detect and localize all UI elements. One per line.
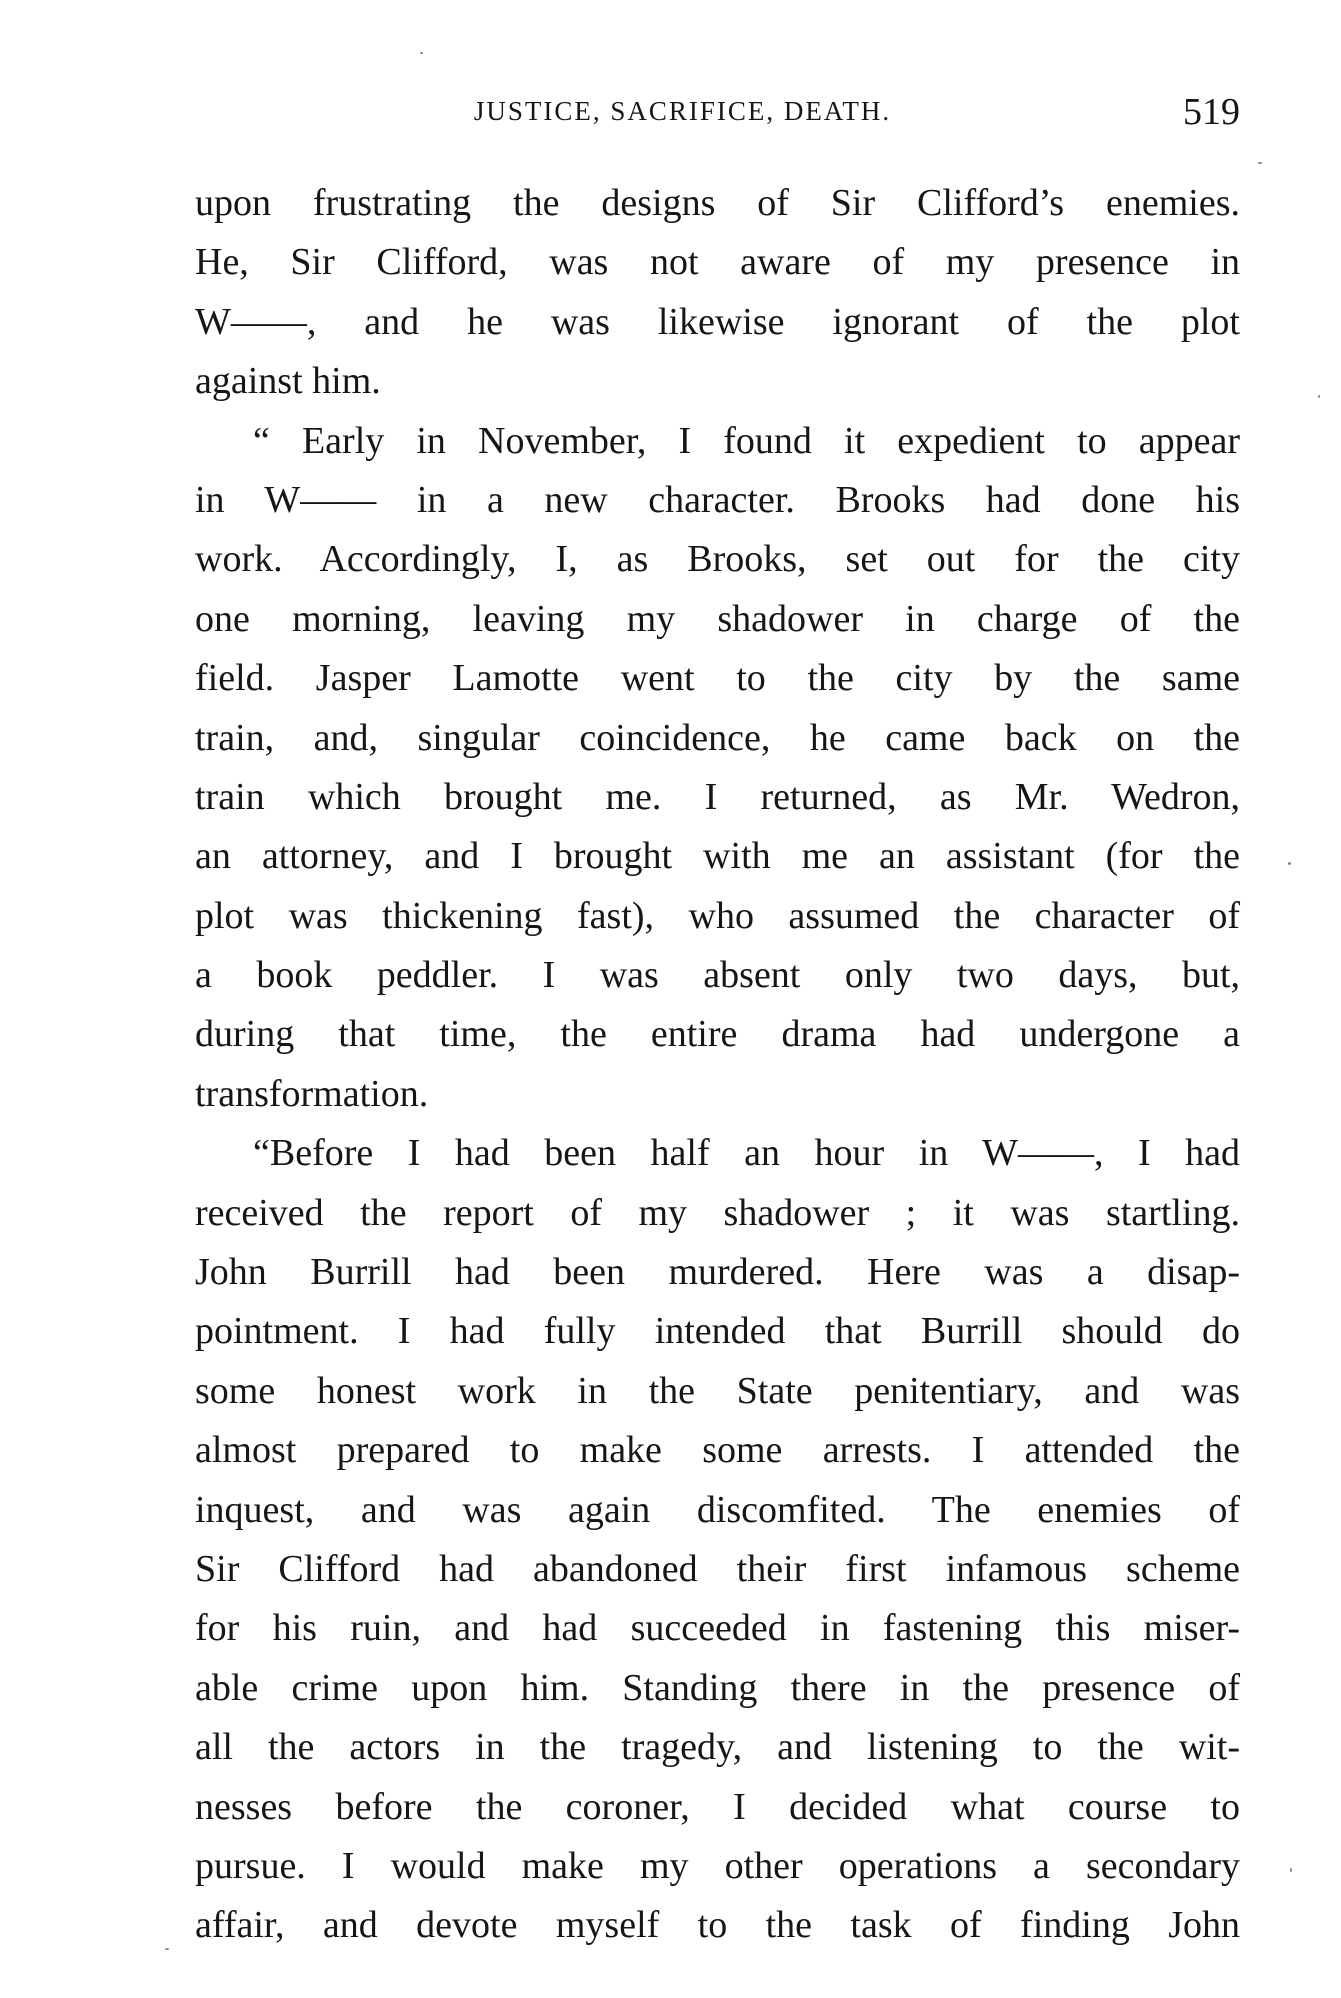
text-line: plot was thickening fast), who assumed the character of (195, 894, 1240, 937)
text-line: pursue. I would make my other operations a secondary (195, 1844, 1240, 1887)
text-line: a book peddler. I was absent only two days, but, (195, 954, 1240, 997)
text-line: in W—— in a new character. Brooks had done his (195, 478, 1240, 521)
running-title: JUSTICE, SACRIFICE, DEATH. (473, 96, 892, 126)
text-line: work. Accordingly, I, as Brooks, set out for the city (195, 538, 1240, 581)
scan-speck (1288, 862, 1291, 865)
text-line: received the report of my shadower ; it was startling. (195, 1191, 1240, 1234)
text-line: able crime upon him. Standing there in the presence of (195, 1666, 1240, 1709)
scan-speck (420, 52, 423, 54)
text-line: transformation. (195, 1072, 429, 1115)
text-line: nesses before the coroner, I decided what course to (195, 1785, 1240, 1828)
text-line: against him. (195, 360, 381, 403)
text-line: affair, and devote myself to the task of finding John (195, 1904, 1240, 1947)
text-line: “ Early in November, I found it expedient to appear (253, 419, 1240, 462)
text-line: inquest, and was again discomfited. The enemies of (195, 1488, 1240, 1531)
text-line: field. Jasper Lamotte went to the city by the same (195, 657, 1240, 700)
scan-speck (1290, 1868, 1292, 1872)
text-line: W——, and he was likewise ignorant of the plot (195, 300, 1240, 343)
text-line: all the actors in the tragedy, and listening to the wit- (195, 1726, 1240, 1769)
text-line: some honest work in the State penitentiary, and was (195, 1369, 1240, 1412)
text-line: during that time, the entire drama had undergone a (195, 1013, 1240, 1056)
text-line: pointment. I had fully intended that Burrill should do (195, 1310, 1240, 1353)
text-line: “Before I had been half an hour in W——, I had (253, 1132, 1240, 1175)
text-body (195, 174, 1240, 1956)
page-number: 519 (1183, 91, 1240, 133)
text-line: John Burrill had been murdered. Here was a disap- (195, 1251, 1240, 1294)
text-line: upon frustrating the designs of Sir Clifford’s enemies. (195, 182, 1240, 224)
text-line: for his ruin, and had succeeded in fastening this miser- (195, 1607, 1240, 1650)
text-line: train, and, singular coincidence, he came back on the (195, 716, 1240, 759)
page-header (195, 90, 1240, 140)
text-line: He, Sir Clifford, was not aware of my presence in (195, 241, 1240, 284)
scan-speck (1258, 162, 1262, 164)
text-line: an attorney, and I brought with me an assistant (for the (195, 835, 1240, 878)
text-line: train which brought me. I returned, as Mr. Wedron, (195, 775, 1240, 818)
text-line: almost prepared to make some arrests. I attended the (195, 1429, 1240, 1472)
text-line: one morning, leaving my shadower in charge of the (195, 597, 1240, 640)
scan-speck (1318, 395, 1320, 398)
scan-speck (165, 1948, 169, 1950)
text-line: Sir Clifford had abandoned their first infamous scheme (195, 1547, 1240, 1590)
